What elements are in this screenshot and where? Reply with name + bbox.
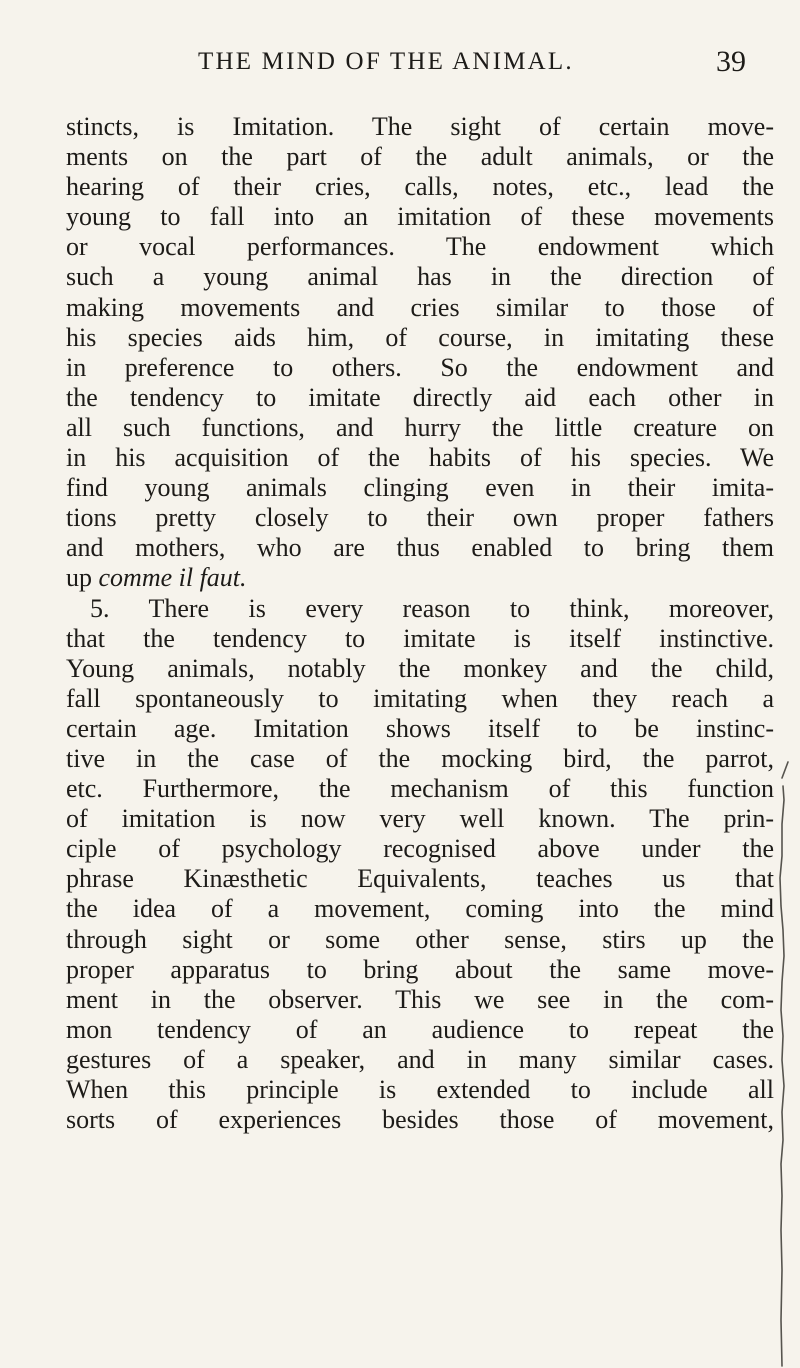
text-line: the tendency to imitate directly aid each other in [66,382,774,412]
text-line: gestures of a speaker, and in many similar cases. [66,1044,774,1074]
text-line: mon tendency of an audience to repeat the [66,1014,774,1044]
body-text [66,112,774,1135]
text-line: in his acquisition of the habits of his species. We [66,443,774,473]
text-line: sorts of experiences besides those of movement, [66,1105,774,1135]
text-line: through sight or some other sense, stirs up the [66,924,774,954]
running-title: THE MIND OF THE ANIMAL. [198,48,574,75]
text-line: stincts, is Imitation. The sight of certain move- [66,112,774,141]
text-line: in preference to others. So the endowment and [66,352,774,382]
margin-pencil-mark [776,760,800,1368]
text-line: that the tendency to imitate is itself instinctive. [66,623,774,653]
line-start: up [66,563,92,593]
text-line: the idea of a movement, coming into the mind [66,894,774,924]
text-line: young to fall into an imitation of these movements [66,202,774,232]
text-line: Young animals, notably the monkey and the child, [66,653,774,683]
text-line: his species aids him, of course, in imitating these [66,322,774,352]
paragraph-start-line: 5. There is every reason to think, moreover, [90,593,774,623]
text-line: ments on the part of the adult animals, or the [66,142,774,172]
text-line: When this principle is extended to include all [66,1075,774,1104]
italic-phrase: comme il faut. [98,563,247,593]
text-line: all such functions, and hurry the little creature on [66,412,774,442]
text-line: etc. Furthermore, the mechanism of this function [66,774,774,804]
text-line: fall spontaneously to imitating when they reach a [66,683,774,713]
page-number: 39 [716,45,746,78]
text-line: ment in the observer. This we see in the com- [66,984,774,1014]
text-line: certain age. Imitation shows itself to be instinc- [66,713,774,743]
text-line: tions pretty closely to their own proper fathers [66,503,774,533]
text-line: hearing of their cries, calls, notes, etc., lead the [66,172,774,202]
text-line [66,563,774,593]
text-line: and mothers, who are thus enabled to bring them [66,533,774,563]
text-line: find young animals clinging even in their imita- [66,473,774,503]
running-head [0,44,800,80]
text-line: of imitation is now very well known. The prin- [66,804,774,834]
text-line: phrase Kinæsthetic Equivalents, teaches us that [66,864,774,894]
text-line: such a young animal has in the direction of [66,262,774,292]
text-line: or vocal performances. The endowment which [66,232,774,262]
text-line: tive in the case of the mocking bird, the parrot, [66,743,774,773]
text-line: ciple of psychology recognised above under the [66,834,774,864]
text-line: proper apparatus to bring about the same move- [66,954,774,984]
text-line: making movements and cries similar to those of [66,292,774,322]
